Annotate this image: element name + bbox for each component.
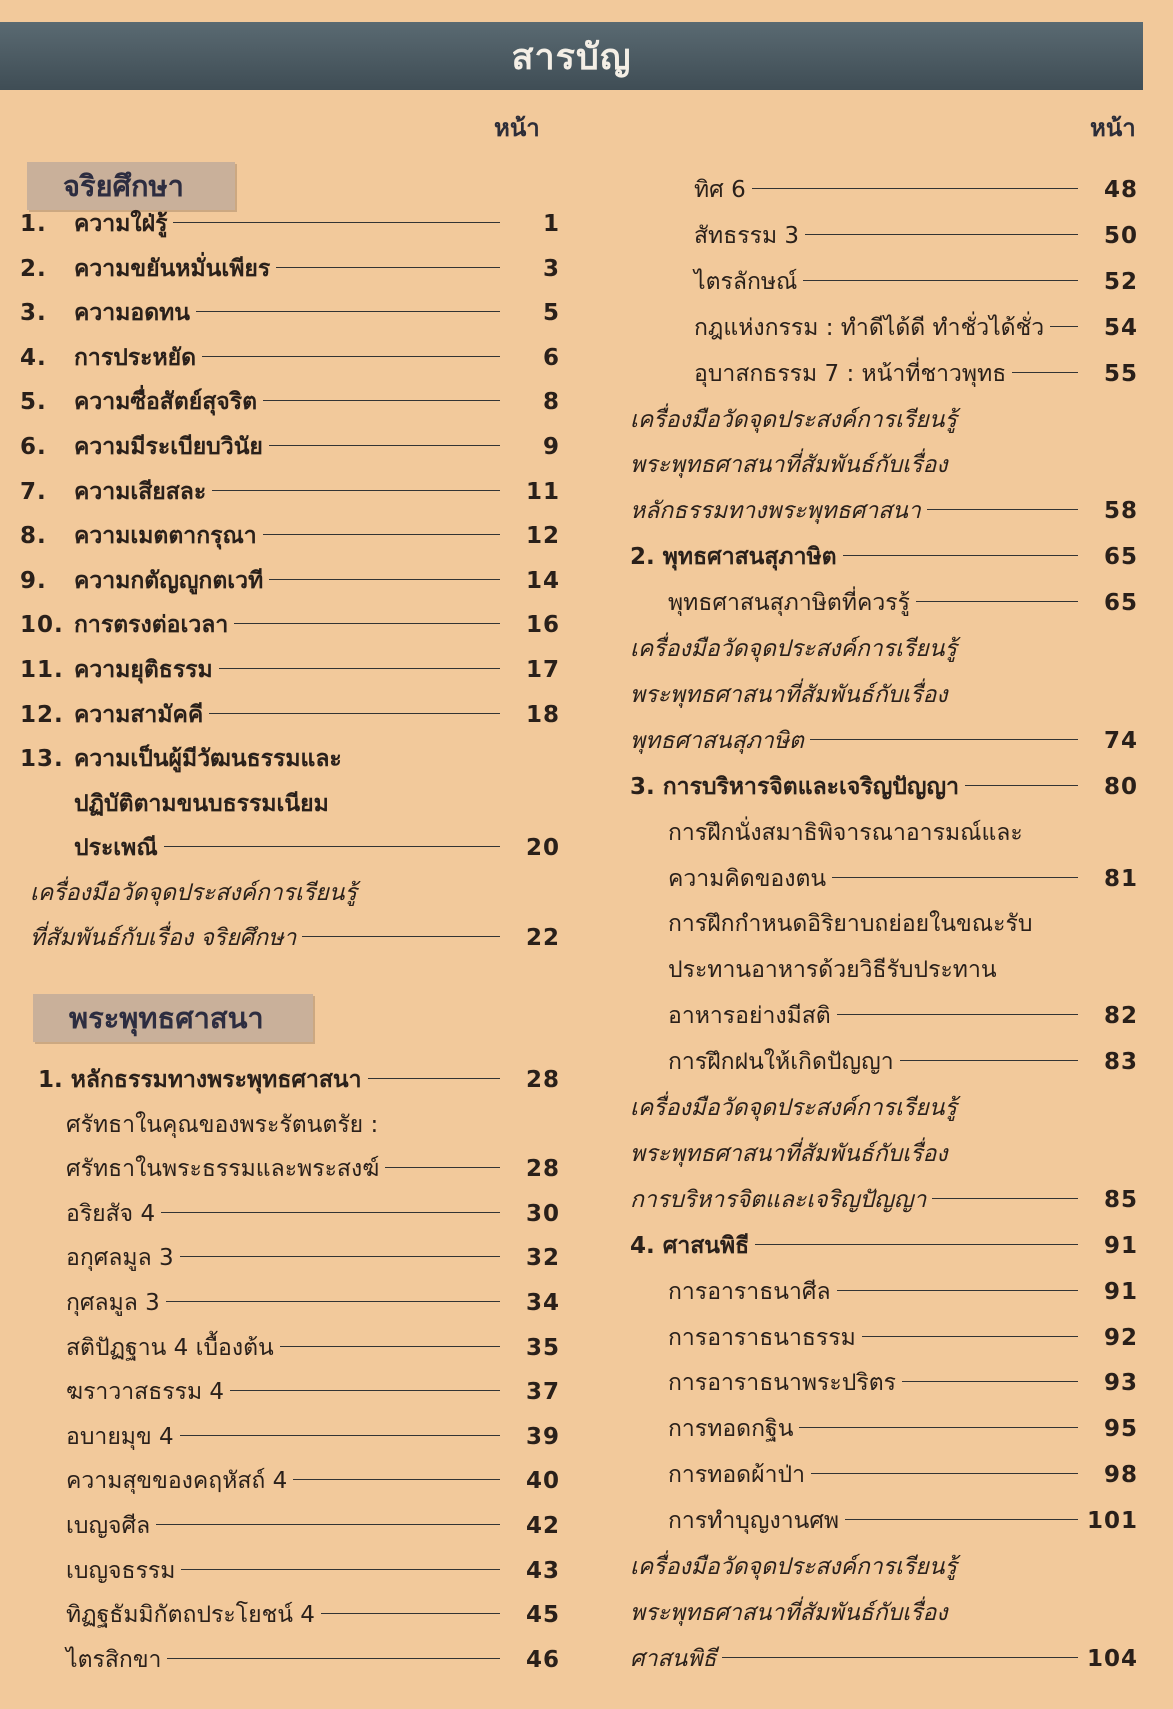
- leader-line: [752, 188, 1078, 189]
- leader-line: [811, 1473, 1078, 1474]
- toc-entry: [668, 1316, 1138, 1360]
- leader-line: [321, 1613, 500, 1614]
- entry-title: 2. พุทธศาสนสุภาษิต: [630, 544, 837, 571]
- leader-line: [293, 1479, 500, 1480]
- toc-entry: [66, 1281, 560, 1325]
- page-number: 104: [1086, 1645, 1138, 1672]
- toc-entry: [630, 1132, 1138, 1176]
- leader-line: [902, 1381, 1078, 1382]
- page-number: 92: [1103, 1324, 1138, 1351]
- leader-line: [234, 623, 500, 624]
- toc-entry: [66, 1549, 560, 1593]
- leader-line: [368, 1078, 500, 1079]
- leader-line: [180, 1435, 500, 1436]
- page-number: 54: [1103, 314, 1138, 341]
- entry-title: 3. การบริหารจิตและเจริญปัญญา: [630, 773, 960, 800]
- entry-title: อริยสัจ 4: [66, 1200, 156, 1227]
- entry-title: ความเสียสละ: [74, 478, 207, 505]
- toc-entry: [630, 1086, 1138, 1130]
- entry-title: การฝึกฝนให้เกิดปัญญา: [668, 1049, 894, 1076]
- entry-title: ศรัทธาในคุณของพระรัตนตรัย :: [66, 1111, 379, 1138]
- leader-line: [263, 534, 500, 535]
- leader-line: [173, 222, 500, 223]
- toc-entry: [20, 693, 560, 737]
- page-number: 42: [525, 1513, 560, 1539]
- section-ethics-label: จริยศึกษา: [63, 169, 184, 203]
- toc-entry: [20, 336, 560, 380]
- page-number: 37: [525, 1379, 560, 1406]
- toc-entry: [66, 1370, 560, 1414]
- toc-entry: [630, 627, 1138, 671]
- leader-line: [832, 877, 1078, 878]
- toc-entry: [66, 1415, 560, 1459]
- toc-entry: [630, 443, 1138, 487]
- page-number: 91: [1103, 1278, 1138, 1305]
- entry-title: 1. หลักธรรมทางพระพุทธศาสนา: [38, 1067, 362, 1093]
- entry-number: 13.: [20, 746, 64, 773]
- leader-line: [166, 1301, 500, 1302]
- toc-entry: [66, 1192, 560, 1236]
- page-number: 46: [525, 1646, 560, 1673]
- page-number: 45: [525, 1602, 560, 1629]
- leader-line: [837, 1290, 1078, 1291]
- page-number: 11: [525, 478, 560, 505]
- toc-entry: [20, 380, 560, 424]
- page-number: 81: [1103, 865, 1138, 892]
- toc-entry: [668, 1407, 1138, 1451]
- leader-line: [219, 668, 500, 669]
- page-number: 14: [525, 567, 560, 594]
- toc-entry: [20, 826, 560, 870]
- page-number: 1: [542, 211, 560, 237]
- toc-entry: [630, 1545, 1138, 1589]
- page-number: 83: [1103, 1049, 1138, 1076]
- toc-entry: [694, 214, 1138, 258]
- title-banner: [0, 22, 1143, 90]
- entry-title: พุทธศาสนสุภาษิตที่ควรรู้: [668, 590, 911, 617]
- leader-line: [862, 1336, 1078, 1337]
- toc-entry: [20, 737, 560, 781]
- page-number: 8: [542, 389, 560, 416]
- entry-title: ความกตัญญูกตเวที: [74, 567, 264, 594]
- toc-entry: [630, 673, 1138, 717]
- entry-title: เบญจศีล: [66, 1513, 151, 1539]
- toc-entry: [20, 603, 560, 647]
- section-buddhism-label: พระพุทธศาสนา: [69, 1001, 264, 1035]
- toc-entry: [66, 1103, 560, 1147]
- leader-line: [302, 936, 500, 937]
- leader-line: [161, 1212, 500, 1213]
- entry-title: ฆราวาสธรรม 4: [66, 1379, 225, 1406]
- entry-title: การอาราธนาธรรม: [668, 1324, 856, 1351]
- toc-entry: [66, 1147, 560, 1191]
- entry-number: 10.: [20, 612, 64, 639]
- page-number: 32: [525, 1245, 560, 1272]
- leader-line: [755, 1244, 1078, 1245]
- toc-entry: [20, 425, 560, 469]
- entry-number: 8.: [20, 523, 47, 550]
- page-number: 16: [525, 612, 560, 639]
- toc-entry: [630, 535, 1138, 579]
- leader-line: [803, 280, 1078, 281]
- entry-title: ศาสนพิธี: [630, 1645, 717, 1672]
- leader-line: [385, 1167, 500, 1168]
- leader-line: [810, 739, 1078, 740]
- page-number: 35: [525, 1334, 560, 1361]
- toc-entry: [20, 247, 560, 291]
- entry-number: 4.: [20, 344, 47, 371]
- entry-title: ความขยันหมั่นเพียร: [74, 255, 271, 282]
- page-number: 101: [1086, 1508, 1138, 1535]
- toc-entry: [66, 1459, 560, 1503]
- leader-line: [932, 1198, 1078, 1199]
- toc-entry: [668, 581, 1138, 625]
- leader-line: [916, 601, 1078, 602]
- entry-title: ทิศ 6: [694, 177, 746, 203]
- page-number: 65: [1103, 590, 1138, 617]
- entry-title: ความใฝ่รู้: [74, 211, 168, 237]
- leader-line: [837, 1014, 1078, 1015]
- toc-entry: [668, 1270, 1138, 1314]
- page-number: 43: [525, 1557, 560, 1584]
- entry-title: การฝึกนั่งสมาธิพิจารณาอารมณ์และ: [668, 819, 1023, 846]
- leader-line: [156, 1524, 500, 1525]
- page-number: 91: [1103, 1232, 1138, 1259]
- toc-entry: [20, 291, 560, 335]
- leader-line: [805, 234, 1078, 235]
- page-number: 28: [525, 1156, 560, 1183]
- entry-title: การตรงต่อเวลา: [74, 612, 229, 639]
- leader-line: [722, 1657, 1078, 1658]
- entry-title: การทอดกฐิน: [668, 1416, 794, 1443]
- leader-line: [276, 267, 500, 268]
- right-page-header: หน้า: [1090, 114, 1136, 142]
- page-number: 95: [1103, 1416, 1138, 1443]
- entry-title: ความยุติธรรม: [74, 657, 213, 683]
- entry-title: เครื่องมือวัดจุดประสงค์การเรียนรู้: [630, 406, 957, 433]
- toc-entry: [694, 352, 1138, 396]
- page-number: 28: [525, 1067, 560, 1093]
- leader-line: [209, 713, 500, 714]
- page-number: 55: [1103, 360, 1138, 387]
- entry-title: การบริหารจิตและเจริญปัญญา: [630, 1186, 927, 1213]
- toc-entry: [694, 168, 1138, 212]
- page-number: 82: [1103, 1003, 1138, 1030]
- toc-entry: [20, 559, 560, 603]
- page-number: 58: [1103, 498, 1138, 525]
- entry-title: 4. ศาสนพิธี: [630, 1232, 750, 1259]
- leader-line: [167, 1658, 500, 1659]
- leader-line: [263, 400, 500, 401]
- entry-title: ความสามัคคี: [74, 701, 204, 728]
- leader-line: [900, 1060, 1078, 1061]
- entry-title: กุศลมูล 3: [66, 1290, 160, 1316]
- leader-line: [1012, 372, 1078, 373]
- page-number: 20: [525, 835, 560, 862]
- toc-entry: [630, 398, 1138, 442]
- entry-title: ไตรลักษณ์: [694, 268, 798, 295]
- leader-line: [212, 490, 500, 491]
- entry-title: การอาราธนาศีล: [668, 1278, 831, 1305]
- leader-line: [202, 356, 500, 357]
- toc-entry: [20, 514, 560, 558]
- entry-title: ไตรสิกขา: [66, 1646, 162, 1673]
- leader-line: [164, 846, 500, 847]
- leader-line: [845, 1519, 1078, 1520]
- toc-entry: [30, 871, 560, 915]
- entry-title: ความเป็นผู้มีวัฒนธรรมและ: [74, 746, 342, 773]
- page-number: 9: [542, 434, 560, 460]
- entry-number: 1.: [20, 211, 47, 237]
- toc-entry: [66, 1236, 560, 1280]
- toc-entry: [668, 811, 1138, 855]
- toc-entry: [38, 1058, 560, 1102]
- entry-title: อบายมุข 4: [66, 1423, 174, 1450]
- entry-title: การประหยัด: [74, 344, 197, 371]
- toc-entry: [630, 719, 1138, 763]
- leader-line: [1050, 326, 1078, 327]
- toc-entry: [630, 489, 1138, 533]
- page-number: 80: [1103, 773, 1138, 800]
- leader-line: [269, 445, 500, 446]
- toc-entry: [694, 306, 1138, 350]
- toc-entry: [630, 765, 1138, 809]
- entry-title: พระพุทธศาสนาที่สัมพันธ์กับเรื่อง: [630, 452, 948, 479]
- page-number: 50: [1103, 222, 1138, 249]
- entry-title: สัทธรรม 3: [694, 222, 800, 249]
- entry-number: 9.: [20, 567, 47, 594]
- entry-title: พระพุทธศาสนาที่สัมพันธ์กับเรื่อง: [630, 1140, 948, 1167]
- page-number: 30: [525, 1200, 560, 1227]
- entry-number: 11.: [20, 657, 64, 683]
- leader-line: [965, 785, 1078, 786]
- page-number: 93: [1103, 1370, 1138, 1397]
- entry-title: ความอดทน: [74, 300, 191, 327]
- toc-entry: [668, 1499, 1138, 1543]
- page-number: 5: [542, 300, 560, 327]
- entry-title: ศรัทธาในพระธรรมและพระสงฆ์: [66, 1156, 380, 1183]
- toc-entry: [668, 857, 1138, 901]
- entry-title: อาหารอย่างมีสติ: [668, 1003, 831, 1030]
- toc-entry: [66, 1326, 560, 1370]
- toc-entry: [668, 1453, 1138, 1497]
- page-title: สารบัญ: [511, 36, 632, 78]
- page-number: 17: [525, 657, 560, 683]
- toc-entry: [630, 1178, 1138, 1222]
- toc-entry: [668, 994, 1138, 1038]
- entry-title: ความซื่อสัตย์สุจริต: [74, 389, 258, 416]
- entry-number: 7.: [20, 478, 47, 505]
- entry-number: 3.: [20, 300, 47, 327]
- page-number: 40: [525, 1468, 560, 1495]
- toc-entry: [20, 648, 560, 692]
- page-number: 18: [525, 701, 560, 728]
- toc-entry: [694, 260, 1138, 304]
- entry-title: ความคิดของตน: [668, 865, 827, 892]
- leader-line: [269, 579, 500, 580]
- entry-title: อุบาสกธรรม 7 : หน้าที่ชาวพุทธ: [694, 360, 1007, 387]
- leader-line: [230, 1390, 500, 1391]
- entry-title: การอาราธนาพระปริตร: [668, 1370, 896, 1397]
- toc-entry: [66, 1593, 560, 1637]
- entry-title: ความเมตตากรุณา: [74, 523, 257, 550]
- toc-entry: [20, 202, 560, 246]
- toc-entry: [630, 1224, 1138, 1268]
- entry-title: การทำบุญงานศพ: [668, 1508, 840, 1535]
- entry-number: 12.: [20, 701, 64, 728]
- entry-title: ความมีระเบียบวินัย: [74, 434, 263, 460]
- page-number: 3: [542, 255, 560, 282]
- entry-title: กฎแห่งกรรม : ทำดีได้ดี ทำชั่วได้ชั่ว: [694, 314, 1045, 341]
- entry-title: พุทธศาสนสุภาษิต: [630, 727, 804, 754]
- toc-entry: [630, 1591, 1138, 1635]
- entry-title: หลักธรรมทางพระพุทธศาสนา: [630, 498, 921, 525]
- entry-title: เบญจธรรม: [66, 1557, 176, 1584]
- entry-number: 6.: [20, 434, 47, 460]
- entry-title: เครื่องมือวัดจุดประสงค์การเรียนรู้: [630, 1095, 957, 1121]
- section-buddhism: [33, 994, 313, 1042]
- leader-line: [927, 509, 1078, 510]
- entry-title: ประเพณี: [74, 835, 158, 862]
- toc-entry: [30, 916, 560, 960]
- entry-title: ทิฏฐธัมมิกัตถประโยชน์ 4: [66, 1602, 315, 1629]
- leader-line: [196, 311, 500, 312]
- page-number: 39: [525, 1423, 560, 1450]
- page-number: 12: [525, 523, 560, 550]
- page-number: 98: [1103, 1462, 1138, 1489]
- left-page-header: หน้า: [494, 114, 540, 142]
- entry-title: ความสุขของคฤหัสถ์ 4: [66, 1468, 288, 1495]
- leader-line: [843, 555, 1078, 556]
- toc-entry: [668, 902, 1138, 946]
- entry-title: เครื่องมือวัดจุดประสงค์การเรียนรู้: [30, 880, 357, 906]
- entry-title: สติปัฏฐาน 4 เบื้องต้น: [66, 1334, 274, 1361]
- entry-title: การทอดผ้าป่า: [668, 1462, 806, 1489]
- entry-title: พระพุทธศาสนาที่สัมพันธ์กับเรื่อง: [630, 1599, 948, 1626]
- toc-entry: [66, 1638, 560, 1682]
- page-number: 85: [1103, 1186, 1138, 1213]
- entry-title: เครื่องมือวัดจุดประสงค์การเรียนรู้: [630, 636, 957, 662]
- entry-title: การฝึกกำหนดอิริยาบถย่อยในขณะรับ: [668, 911, 1033, 938]
- entry-number: 5.: [20, 389, 47, 416]
- page-number: 65: [1103, 544, 1138, 571]
- page-number: 34: [525, 1290, 560, 1316]
- entry-title: พระพุทธศาสนาที่สัมพันธ์กับเรื่อง: [630, 681, 948, 708]
- entry-title: ประทานอาหารด้วยวิธีรับประทาน: [668, 957, 997, 984]
- entry-title: ที่สัมพันธ์กับเรื่อง จริยศึกษา: [30, 924, 297, 951]
- page-number: 22: [525, 924, 560, 951]
- entry-number: 2.: [20, 255, 47, 282]
- toc-entry: [668, 1040, 1138, 1084]
- leader-line: [799, 1427, 1078, 1428]
- toc-entry: [66, 1504, 560, 1548]
- entry-title: เครื่องมือวัดจุดประสงค์การเรียนรู้: [630, 1554, 957, 1580]
- toc-entry: [668, 1361, 1138, 1405]
- entry-title: อกุศลมูล 3: [66, 1245, 174, 1272]
- page-number: 48: [1103, 177, 1138, 203]
- leader-line: [180, 1256, 500, 1257]
- toc-entry: [630, 1637, 1138, 1681]
- toc-entry: [20, 782, 560, 826]
- toc-entry: [20, 470, 560, 514]
- entry-title: ปฏิบัติตามขนบธรรมเนียม: [74, 790, 329, 817]
- page-number: 6: [542, 344, 560, 371]
- toc-entry: [668, 948, 1138, 992]
- page-number: 52: [1103, 268, 1138, 295]
- leader-line: [280, 1346, 500, 1347]
- page-number: 74: [1103, 727, 1138, 754]
- leader-line: [181, 1569, 500, 1570]
